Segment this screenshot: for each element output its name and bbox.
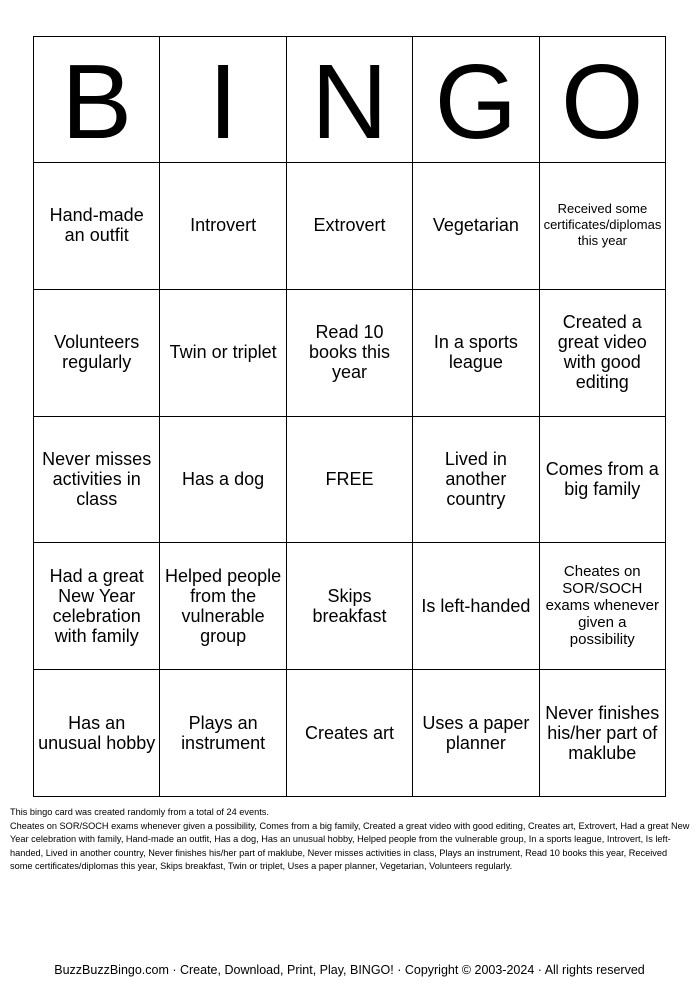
bingo-cell xyxy=(34,163,160,290)
cell-text: Comes from a big family xyxy=(545,458,659,499)
free-space-label: FREE xyxy=(325,468,374,489)
bingo-cell xyxy=(34,416,160,543)
bingo-cell xyxy=(539,416,665,543)
cell-text: Read 10 books this year xyxy=(308,322,390,383)
cell-text: Helped people from the vulnerable group xyxy=(165,565,282,646)
notes-intro: This bingo card was created randomly from a total of 24 events. xyxy=(10,807,269,817)
cell-text: Is left-handed xyxy=(421,595,531,616)
cell-text: Skips breakfast xyxy=(312,585,387,626)
header-cell-b xyxy=(34,37,160,163)
cell-text: Introvert xyxy=(190,215,257,236)
bingo-cell xyxy=(160,416,286,543)
bingo-row xyxy=(34,543,666,670)
cell-text: Plays an instrument xyxy=(181,712,266,753)
bingo-cell xyxy=(160,163,286,290)
bingo-row xyxy=(34,670,666,797)
header-cell-g xyxy=(413,37,539,163)
page-footer: BuzzBuzzBingo.com · Create, Download, Print, Play, BINGO! · Copyright © 2003-2024 · All rights reserved xyxy=(54,963,645,977)
bingo-cell xyxy=(413,416,539,543)
cell-text: Had a great New Year celebration with family xyxy=(49,565,144,646)
bingo-cell xyxy=(539,289,665,416)
header-letter: B xyxy=(61,42,133,161)
cell-text: Cheates on SOR/SOCH exams whenever given a possibility xyxy=(545,563,659,649)
bingo-cell xyxy=(286,670,412,797)
cell-text: Has a dog xyxy=(182,468,265,489)
cell-text: Lived in another country xyxy=(444,448,507,509)
bingo-cell xyxy=(160,543,286,670)
bingo-cell xyxy=(413,289,539,416)
cell-text: Creates art xyxy=(304,722,394,743)
cell-text: Volunteers regularly xyxy=(54,332,140,373)
bingo-card xyxy=(33,36,666,797)
cell-text: Twin or triplet xyxy=(169,342,277,363)
cell-text: In a sports league xyxy=(433,332,518,373)
cell-text: Never misses activities in class xyxy=(42,448,152,509)
cell-text: Extrovert xyxy=(313,215,386,236)
header-cell-n xyxy=(286,37,412,163)
bingo-cell xyxy=(413,163,539,290)
header-letter: N xyxy=(311,42,388,161)
cell-text: Created a great video with good editing xyxy=(557,312,647,393)
header-letter: G xyxy=(434,42,518,161)
bingo-cell xyxy=(539,543,665,670)
bingo-cell xyxy=(413,543,539,670)
bingo-cell xyxy=(160,670,286,797)
free-cell xyxy=(286,416,412,543)
cell-text: Uses a paper planner xyxy=(422,712,530,753)
bingo-row xyxy=(34,163,666,290)
bingo-cell xyxy=(539,163,665,290)
bingo-cell xyxy=(34,670,160,797)
card-notes xyxy=(10,806,690,874)
bingo-row xyxy=(34,416,666,543)
cell-text: Vegetarian xyxy=(432,215,519,236)
bingo-header-row xyxy=(34,37,666,163)
bingo-cell xyxy=(34,543,160,670)
cell-text: Has an unusual hobby xyxy=(38,712,156,753)
header-letter: I xyxy=(208,42,238,161)
header-cell-o xyxy=(539,37,665,163)
header-cell-i xyxy=(160,37,286,163)
bingo-cell xyxy=(34,289,160,416)
cell-text: Never finishes his/her part of maklube xyxy=(545,702,660,763)
bingo-cell xyxy=(160,289,286,416)
bingo-cell xyxy=(413,670,539,797)
bingo-cell xyxy=(286,163,412,290)
bingo-cell xyxy=(286,289,412,416)
bingo-row xyxy=(34,289,666,416)
cell-text: Hand-made an outfit xyxy=(49,205,144,246)
bingo-cell xyxy=(286,543,412,670)
bingo-cell xyxy=(539,670,665,797)
notes-events-list: Cheates on SOR/SOCH exams whenever given a possibility, Comes from a big family, Created a great video with good editing, Creates art, Extrovert, Had a great New Year celebration with family, Hand-made an outfit, Has a dog, Has an unusual hobby, Helped people from the vulnerable group, In a sports league, Introvert, Is left-handed, Lived in another country, Never finishes his/her part of maklube, Never misses activities in class, Plays an instrument, Read 10 books this year, Received some certificates/diplomas this year, Skips breakfast, Twin or triplet, Uses a paper planner, Vegetarian, Volunteers regularly. xyxy=(10,820,690,871)
header-letter: O xyxy=(561,42,644,161)
cell-text: Received some certificates/diplomas this year xyxy=(543,201,662,249)
